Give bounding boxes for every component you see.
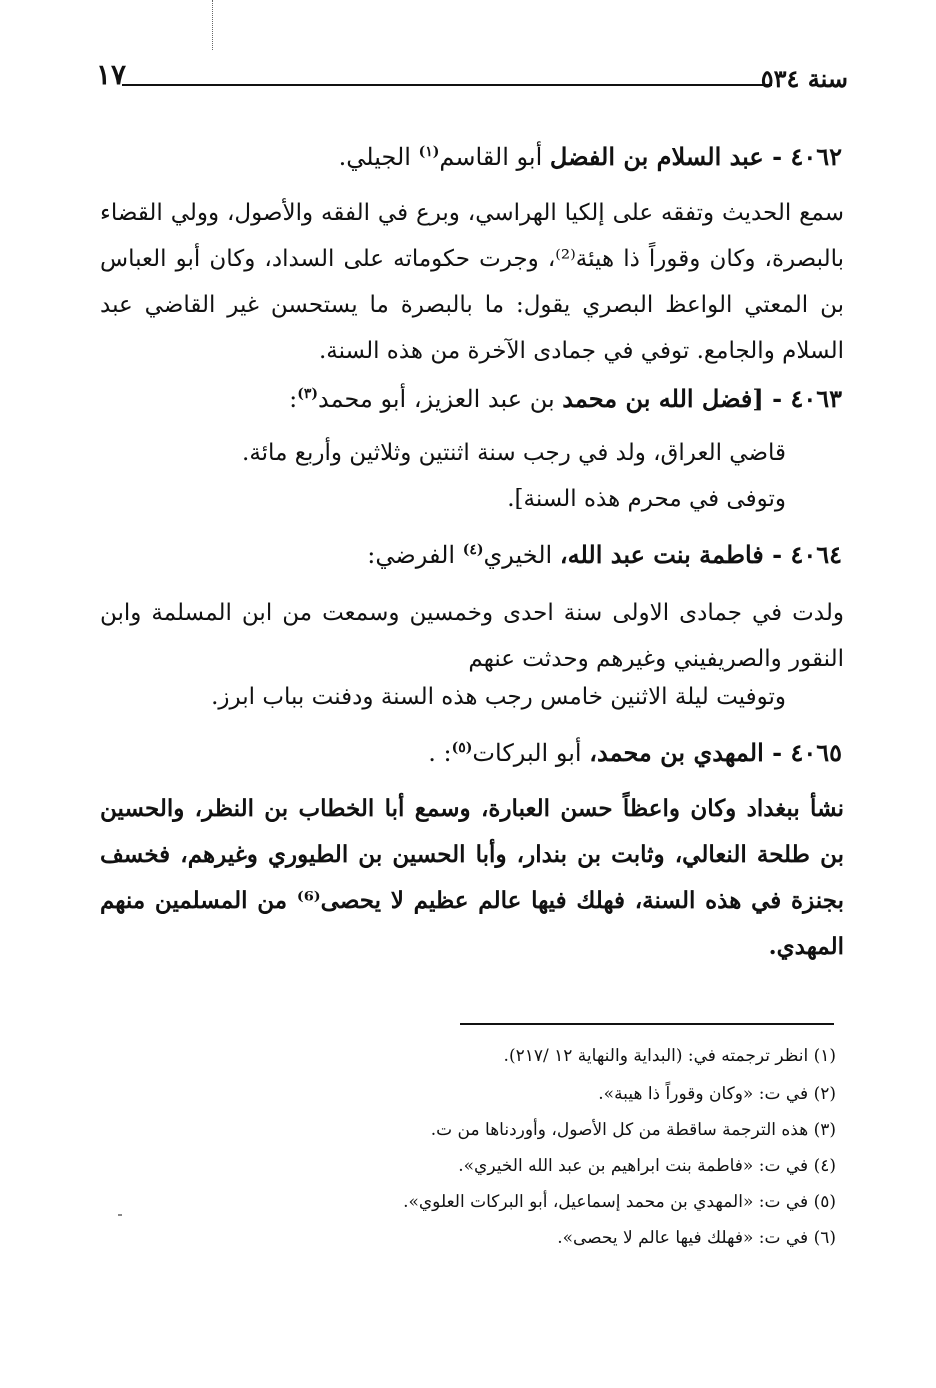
entry-number: ٤٠٦٤ - (772, 540, 842, 569)
entry-tail: الفرضي: (367, 541, 463, 569)
header-rule (122, 84, 772, 86)
entry-kunya: بن عبد العزيز، أبو محمد (318, 385, 563, 413)
footnote-ref: (١) (418, 144, 440, 160)
entry-tail: : (289, 385, 298, 413)
running-head-year: سنة ٥٣٤ (760, 64, 848, 93)
entry-body-4062: سمع الحديث وتفقه على إلكيا الهراسي، وبرع في الفقه والأصول، وولي القضاء بالبصرة، وكان وقوراً ذا هيئة⁽²⁾، وجرت حكوماته على السداد، وكان أبو العباس بن المعتي الواعظ البصري يقول: ما بالبصرة ما يستحسن غير القاضي عبد السلام والجامع. توفي في جمادى الآخرة من هذه السنة. (100, 200, 844, 364)
entry-nisba: الجيلي. (338, 143, 419, 171)
page-number: ١٧ (96, 58, 127, 91)
entry-kunya: أبو البركات (472, 739, 590, 767)
footnote-rule (460, 1023, 834, 1025)
entry-name: عبد السلام بن الفضل (549, 142, 764, 171)
entry-title-4065 (428, 738, 842, 767)
footnote-3: (٣) هذه الترجمة ساقطة من كل الأصول، وأوردناها من ت. (430, 1120, 836, 1140)
entry-title-4062 (339, 142, 842, 171)
entry-title-4063 (289, 384, 842, 413)
footnote-5: (٥) في ت: «المهدي بن محمد إسماعيل، أبو البركات العلوي». (403, 1192, 836, 1212)
footnote-ref: (٣) (297, 386, 318, 402)
footnote-6: (٦) في ت: «فهلك فيها عالم لا يحصى». (557, 1228, 836, 1248)
scan-speck (118, 1214, 122, 1216)
entry-line-4063-b: وتوفى في محرم هذه السنة]. (507, 486, 786, 512)
entry-kunya: أبو القاسم (439, 143, 550, 171)
entry-name: [فضل الله بن محمد (562, 384, 764, 413)
entry-kunya: الخيري (483, 541, 560, 569)
scan-dots (212, 0, 213, 50)
entry-title-4064 (367, 540, 842, 569)
footnote-ref: (٤) (462, 542, 484, 558)
footnote-ref: (٥) (451, 740, 473, 756)
entry-body-4064: ولدت في جمادى الاولى سنة احدى وخمسين وسمعت من ابن المسلمة وابن النقور والصريفيني وغيرهم وحدثت عنهم (100, 600, 844, 672)
footnote-1: (١) انظر ترجمته في: (البداية والنهاية ١٢ /٢١٧). (503, 1046, 836, 1066)
entry-name: المهدي بن محمد، (589, 738, 764, 767)
entry-number: ٤٠٦٣ - (772, 384, 842, 413)
entry-number: ٤٠٦٢ - (772, 142, 842, 171)
footnote-4: (٤) في ت: «فاطمة بنت ابراهيم بن عبد الله الخيري». (458, 1156, 836, 1176)
entry-body-4065: نشأ ببغداد وكان واعظاً حسن العبارة، وسمع أبا الخطاب بن النظر، والحسين بن طلحة النعالي، وثابت بن بندار، وأبا الحسين بن الطيوري وغيرهم، فخسف بجنزة في هذه السنة، فهلك فيها عالم عظيم لا يحصى⁽⁶⁾ من المسلمين منهم المهدي. (100, 795, 844, 960)
entry-line-4063-a: قاضي العراق، ولد في رجب سنة اثنتين وثلاثين وأربع مائة. (242, 440, 786, 466)
footnote-2: (٢) في ت: «وكان وقوراً ذا هيبة». (598, 1084, 836, 1104)
entry-tail: : . (428, 739, 452, 767)
entry-line-4064-b: وتوفيت ليلة الاثنين خامس رجب هذه السنة ودفنت بباب ابرز. (211, 684, 786, 710)
entry-number: ٤٠٦٥ - (772, 738, 842, 767)
entry-name: فاطمة بنت عبد الله، (559, 540, 764, 569)
